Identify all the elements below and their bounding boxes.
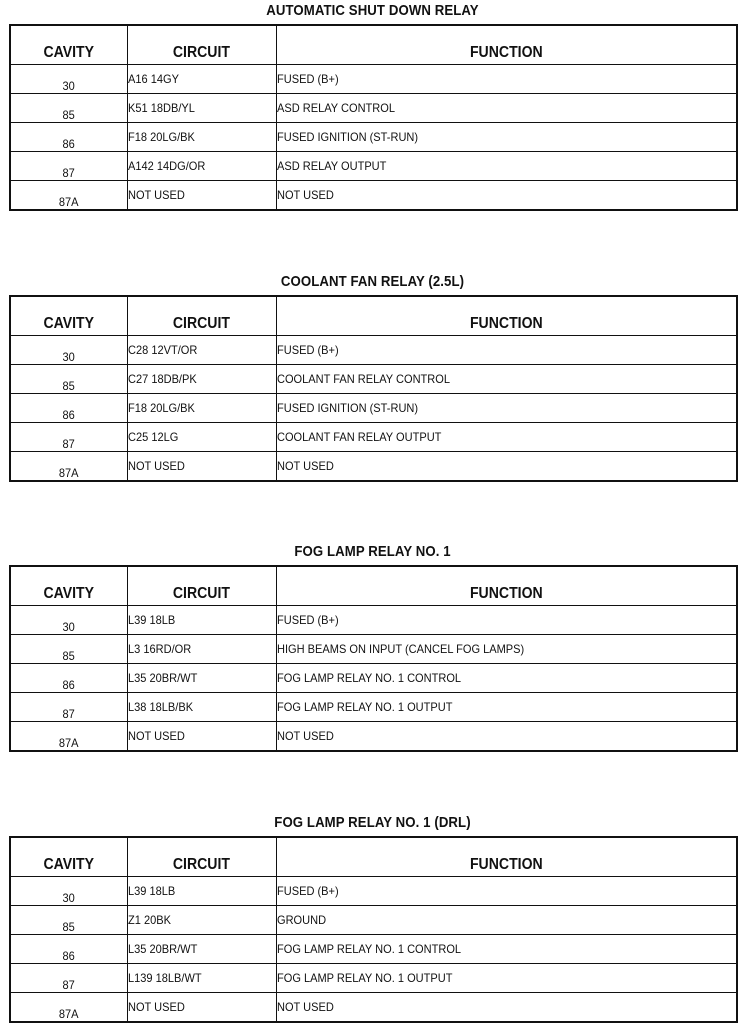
circuit-cell-text: NOT USED <box>127 459 185 473</box>
cavity-cell <box>10 365 127 394</box>
cavity-header-label: CAVITY <box>43 315 95 332</box>
relay-table <box>9 295 738 482</box>
table-row <box>10 181 737 211</box>
circuit-header <box>127 837 276 877</box>
function-cell-text: NOT USED <box>276 1000 334 1014</box>
function-header-label: FUNCTION <box>469 856 543 873</box>
cavity-cell <box>10 664 127 693</box>
cavity-cell <box>10 906 127 935</box>
circuit-cell-text: A16 14GY <box>127 72 179 86</box>
cavity-header-label: CAVITY <box>43 44 95 61</box>
cavity-header <box>10 566 127 606</box>
function-cell-text: FUSED (B+) <box>276 613 339 627</box>
circuit-cell-text: NOT USED <box>127 729 185 743</box>
circuit-cell-text: L35 20BR/WT <box>127 671 197 685</box>
function-cell-text: FOG LAMP RELAY NO. 1 CONTROL <box>276 671 461 685</box>
section-title: FOG LAMP RELAY NO. 1 (DRL) <box>274 814 471 831</box>
circuit-cell <box>127 906 276 935</box>
circuit-header <box>127 25 276 65</box>
cavity-header-label: CAVITY <box>43 585 95 602</box>
table-row <box>10 635 737 664</box>
function-cell <box>276 993 737 1023</box>
cavity-cell <box>10 935 127 964</box>
circuit-cell <box>127 123 276 152</box>
circuit-cell <box>127 65 276 94</box>
function-cell-text: FOG LAMP RELAY NO. 1 CONTROL <box>276 942 461 956</box>
cavity-header <box>10 837 127 877</box>
function-cell <box>276 693 737 722</box>
circuit-cell <box>127 964 276 993</box>
circuit-cell-text: L3 16RD/OR <box>127 642 191 656</box>
circuit-cell <box>127 635 276 664</box>
circuit-cell-text: L38 18LB/BK <box>127 700 193 714</box>
function-cell <box>276 65 737 94</box>
circuit-header-label: CIRCUIT <box>172 44 231 61</box>
function-cell <box>276 877 737 906</box>
cavity-cell-text: 87 <box>62 978 75 992</box>
circuit-header-label: CIRCUIT <box>172 315 231 332</box>
function-header-label: FUNCTION <box>469 44 543 61</box>
relay-table <box>9 565 738 752</box>
cavity-cell <box>10 606 127 635</box>
cavity-cell <box>10 722 127 752</box>
cavity-cell <box>10 452 127 482</box>
function-header <box>276 296 737 336</box>
section-title: AUTOMATIC SHUT DOWN RELAY <box>266 2 479 19</box>
table-row <box>10 906 737 935</box>
function-cell-text: FUSED (B+) <box>276 343 339 357</box>
relay-table <box>9 836 738 1023</box>
circuit-cell-text: Z1 20BK <box>127 913 171 927</box>
circuit-cell <box>127 693 276 722</box>
circuit-cell-text: L39 18LB <box>127 884 175 898</box>
cavity-cell-text: 86 <box>62 408 75 422</box>
circuit-cell <box>127 152 276 181</box>
cavity-cell-text: 87A <box>58 1007 79 1021</box>
circuit-header-label: CIRCUIT <box>172 585 231 602</box>
circuit-cell-text: C25 12LG <box>127 430 178 444</box>
cavity-cell <box>10 123 127 152</box>
relay-table <box>9 24 738 211</box>
function-cell <box>276 964 737 993</box>
function-cell <box>276 181 737 211</box>
cavity-cell <box>10 693 127 722</box>
cavity-cell <box>10 635 127 664</box>
circuit-cell-text: F18 20LG/BK <box>127 130 195 144</box>
circuit-cell-text: C27 18DB/PK <box>127 372 197 386</box>
section-title: COOLANT FAN RELAY (2.5L) <box>280 273 465 290</box>
table-row <box>10 423 737 452</box>
circuit-cell <box>127 606 276 635</box>
circuit-cell <box>127 993 276 1023</box>
cavity-cell <box>10 94 127 123</box>
table-row <box>10 664 737 693</box>
table-header-row <box>10 25 737 65</box>
function-cell <box>276 94 737 123</box>
function-cell <box>276 394 737 423</box>
table-row <box>10 452 737 482</box>
cavity-cell-text: 87 <box>62 166 75 180</box>
function-cell <box>276 635 737 664</box>
table-row <box>10 722 737 752</box>
circuit-cell <box>127 423 276 452</box>
function-cell <box>276 365 737 394</box>
cavity-cell-text: 85 <box>62 920 75 934</box>
cavity-cell-text: 30 <box>62 620 75 634</box>
circuit-header <box>127 566 276 606</box>
function-cell <box>276 452 737 482</box>
function-cell-text: NOT USED <box>276 729 334 743</box>
cavity-cell-text: 30 <box>62 350 75 364</box>
circuit-cell <box>127 365 276 394</box>
circuit-cell <box>127 336 276 365</box>
cavity-cell <box>10 394 127 423</box>
cavity-cell-text: 87 <box>62 707 75 721</box>
cavity-cell <box>10 65 127 94</box>
cavity-cell <box>10 181 127 211</box>
function-header <box>276 837 737 877</box>
function-cell <box>276 423 737 452</box>
cavity-cell-text: 85 <box>62 379 75 393</box>
cavity-header <box>10 296 127 336</box>
cavity-cell-text: 86 <box>62 678 75 692</box>
function-cell <box>276 722 737 752</box>
function-cell <box>276 935 737 964</box>
circuit-cell <box>127 181 276 211</box>
cavity-cell <box>10 877 127 906</box>
circuit-cell <box>127 452 276 482</box>
cavity-cell-text: 85 <box>62 649 75 663</box>
function-cell-text: FOG LAMP RELAY NO. 1 OUTPUT <box>276 700 452 714</box>
cavity-header-label: CAVITY <box>43 856 95 873</box>
function-cell <box>276 664 737 693</box>
function-cell-text: NOT USED <box>276 188 334 202</box>
table-row <box>10 693 737 722</box>
table-row <box>10 152 737 181</box>
section-title: FOG LAMP RELAY NO. 1 <box>294 543 451 560</box>
table-row <box>10 123 737 152</box>
circuit-cell <box>127 722 276 752</box>
function-cell <box>276 906 737 935</box>
function-cell <box>276 123 737 152</box>
circuit-header <box>127 296 276 336</box>
circuit-cell-text: L139 18LB/WT <box>127 971 202 985</box>
table-row <box>10 336 737 365</box>
function-cell-text: FUSED (B+) <box>276 884 339 898</box>
cavity-cell-text: 87 <box>62 437 75 451</box>
circuit-cell-text: NOT USED <box>127 1000 185 1014</box>
function-cell-text: NOT USED <box>276 459 334 473</box>
circuit-cell-text: K51 18DB/YL <box>127 101 195 115</box>
function-header <box>276 25 737 65</box>
cavity-cell <box>10 993 127 1023</box>
cavity-cell-text: 30 <box>62 79 75 93</box>
function-cell-text: ASD RELAY CONTROL <box>276 101 395 115</box>
function-cell <box>276 336 737 365</box>
function-cell <box>276 606 737 635</box>
function-cell <box>276 152 737 181</box>
cavity-cell <box>10 336 127 365</box>
table-header-row <box>10 566 737 606</box>
function-cell-text: ASD RELAY OUTPUT <box>276 159 386 173</box>
cavity-cell-text: 85 <box>62 108 75 122</box>
function-cell-text: FOG LAMP RELAY NO. 1 OUTPUT <box>276 971 452 985</box>
cavity-cell-text: 30 <box>62 891 75 905</box>
cavity-cell <box>10 423 127 452</box>
cavity-cell <box>10 152 127 181</box>
table-header-row <box>10 296 737 336</box>
cavity-cell-text: 87A <box>58 466 79 480</box>
circuit-cell-text: A142 14DG/OR <box>127 159 205 173</box>
table-row <box>10 394 737 423</box>
function-cell-text: COOLANT FAN RELAY OUTPUT <box>276 430 441 444</box>
table-row <box>10 606 737 635</box>
circuit-cell-text: NOT USED <box>127 188 185 202</box>
function-cell-text: GROUND <box>276 913 326 927</box>
circuit-cell <box>127 94 276 123</box>
circuit-cell <box>127 877 276 906</box>
table-header-row <box>10 837 737 877</box>
function-cell-text: FUSED IGNITION (ST-RUN) <box>276 130 418 144</box>
function-header-label: FUNCTION <box>469 585 543 602</box>
cavity-cell-text: 86 <box>62 137 75 151</box>
circuit-cell <box>127 664 276 693</box>
table-row <box>10 94 737 123</box>
table-row <box>10 964 737 993</box>
function-cell-text: COOLANT FAN RELAY CONTROL <box>276 372 450 386</box>
circuit-header-label: CIRCUIT <box>172 856 231 873</box>
cavity-cell-text: 86 <box>62 949 75 963</box>
table-row <box>10 935 737 964</box>
function-header-label: FUNCTION <box>469 315 543 332</box>
function-cell-text: FUSED IGNITION (ST-RUN) <box>276 401 418 415</box>
circuit-cell <box>127 394 276 423</box>
cavity-cell <box>10 964 127 993</box>
table-row <box>10 65 737 94</box>
circuit-cell-text: C28 12VT/OR <box>127 343 197 357</box>
function-header <box>276 566 737 606</box>
table-row <box>10 877 737 906</box>
circuit-cell-text: L39 18LB <box>127 613 175 627</box>
function-cell-text: HIGH BEAMS ON INPUT (CANCEL FOG LAMPS) <box>276 642 524 656</box>
circuit-cell-text: L35 20BR/WT <box>127 942 197 956</box>
function-cell-text: FUSED (B+) <box>276 72 339 86</box>
cavity-cell-text: 87A <box>58 195 79 209</box>
table-row <box>10 365 737 394</box>
table-row <box>10 993 737 1023</box>
circuit-cell-text: F18 20LG/BK <box>127 401 195 415</box>
cavity-header <box>10 25 127 65</box>
cavity-cell-text: 87A <box>58 736 79 750</box>
circuit-cell <box>127 935 276 964</box>
